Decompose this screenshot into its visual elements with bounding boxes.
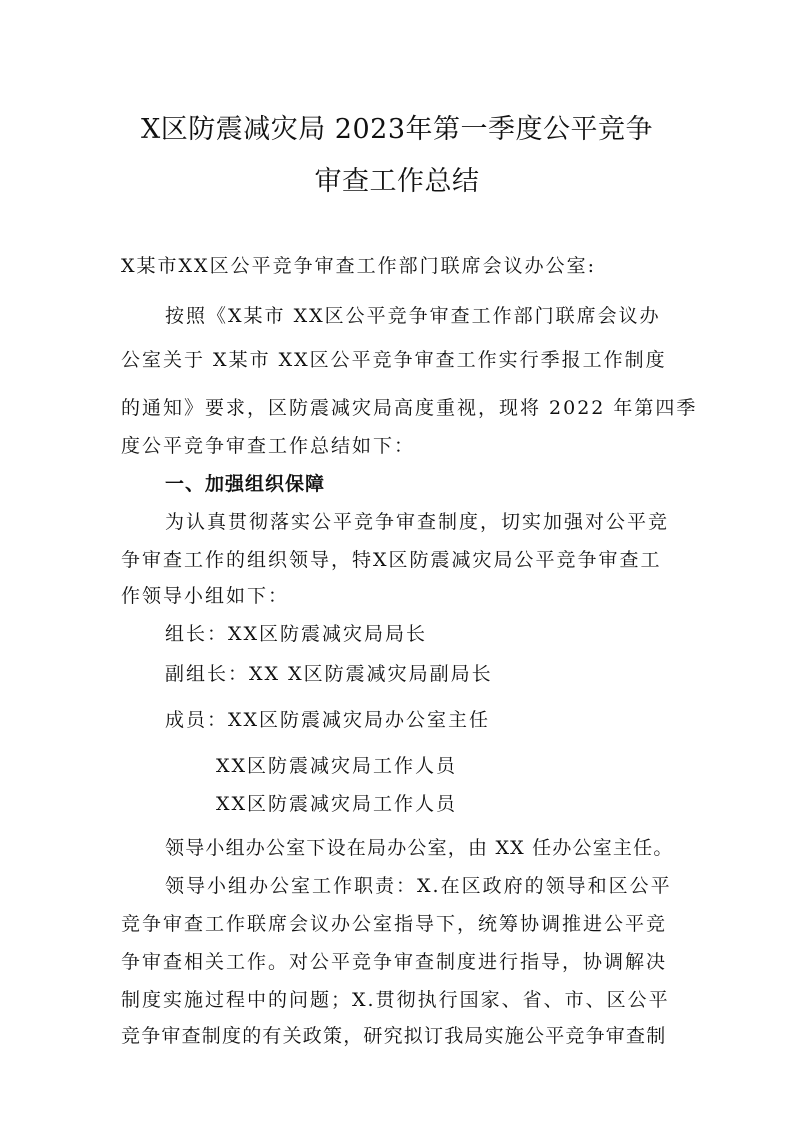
paragraph-line: 作领导小组如下： xyxy=(121,585,290,607)
leader-line: 组长：XX区防震减灾局局长 xyxy=(165,623,428,645)
addressee: X某市XX区公平竞争审查工作部门联席会议办公室: xyxy=(121,255,596,277)
duties-line: 争审查相关工作。对公平竞争审查制度进行指导，协调解决 xyxy=(121,951,668,973)
section-heading: 一、加强组织保障 xyxy=(165,473,326,495)
intro-line: 度公平竞争审查工作总结如下： xyxy=(121,435,416,457)
document-title-line-1: X区防震减灾局 2023年第一季度公平竞争 xyxy=(140,114,654,145)
document-title-line-2: 审查工作总结 xyxy=(314,166,480,197)
duties-line: 领导小组办公室工作职责：X.在区政府的领导和区公平 xyxy=(165,875,672,897)
office-line: 领导小组办公室下设在局办公室，由 XX 任办公室主任。 xyxy=(165,837,674,859)
member-line: XX区防震减灾局工作人员 xyxy=(216,793,458,815)
intro-line: 按照《X某市 XX区公平竞争审查工作部门联席会议办 xyxy=(165,305,661,327)
deputy-leader-line: 副组长：XX X区防震减灾局副局长 xyxy=(165,663,493,685)
duties-line: 制度实施过程中的问题；X.贯彻执行国家、省、市、区公平 xyxy=(121,989,670,1011)
duties-line: 竞争审查制度的有关政策，研究拟订我局实施公平竞争审查制 xyxy=(121,1025,667,1047)
member-line: XX区防震减灾局工作人员 xyxy=(216,755,458,777)
intro-line: 的通知》要求，区防震减灾局高度重视，现将 2022 年第四季 xyxy=(121,397,698,419)
paragraph-line: 争审查工作的组织领导，特X区防震减灾局公平竞争审查工 xyxy=(121,549,662,571)
paragraph-line: 为认真贯彻落实公平竞争审查制度，切实加强对公平竞 xyxy=(165,511,670,533)
intro-line: 公室关于 X某市 XX区公平竞争审查工作实行季报工作制度 xyxy=(121,349,667,371)
members-line: 成员：XX区防震减灾局办公室主任 xyxy=(165,709,491,731)
duties-line: 竞争审查工作联席会议办公室指导下，统筹协调推进公平竞 xyxy=(121,913,668,935)
